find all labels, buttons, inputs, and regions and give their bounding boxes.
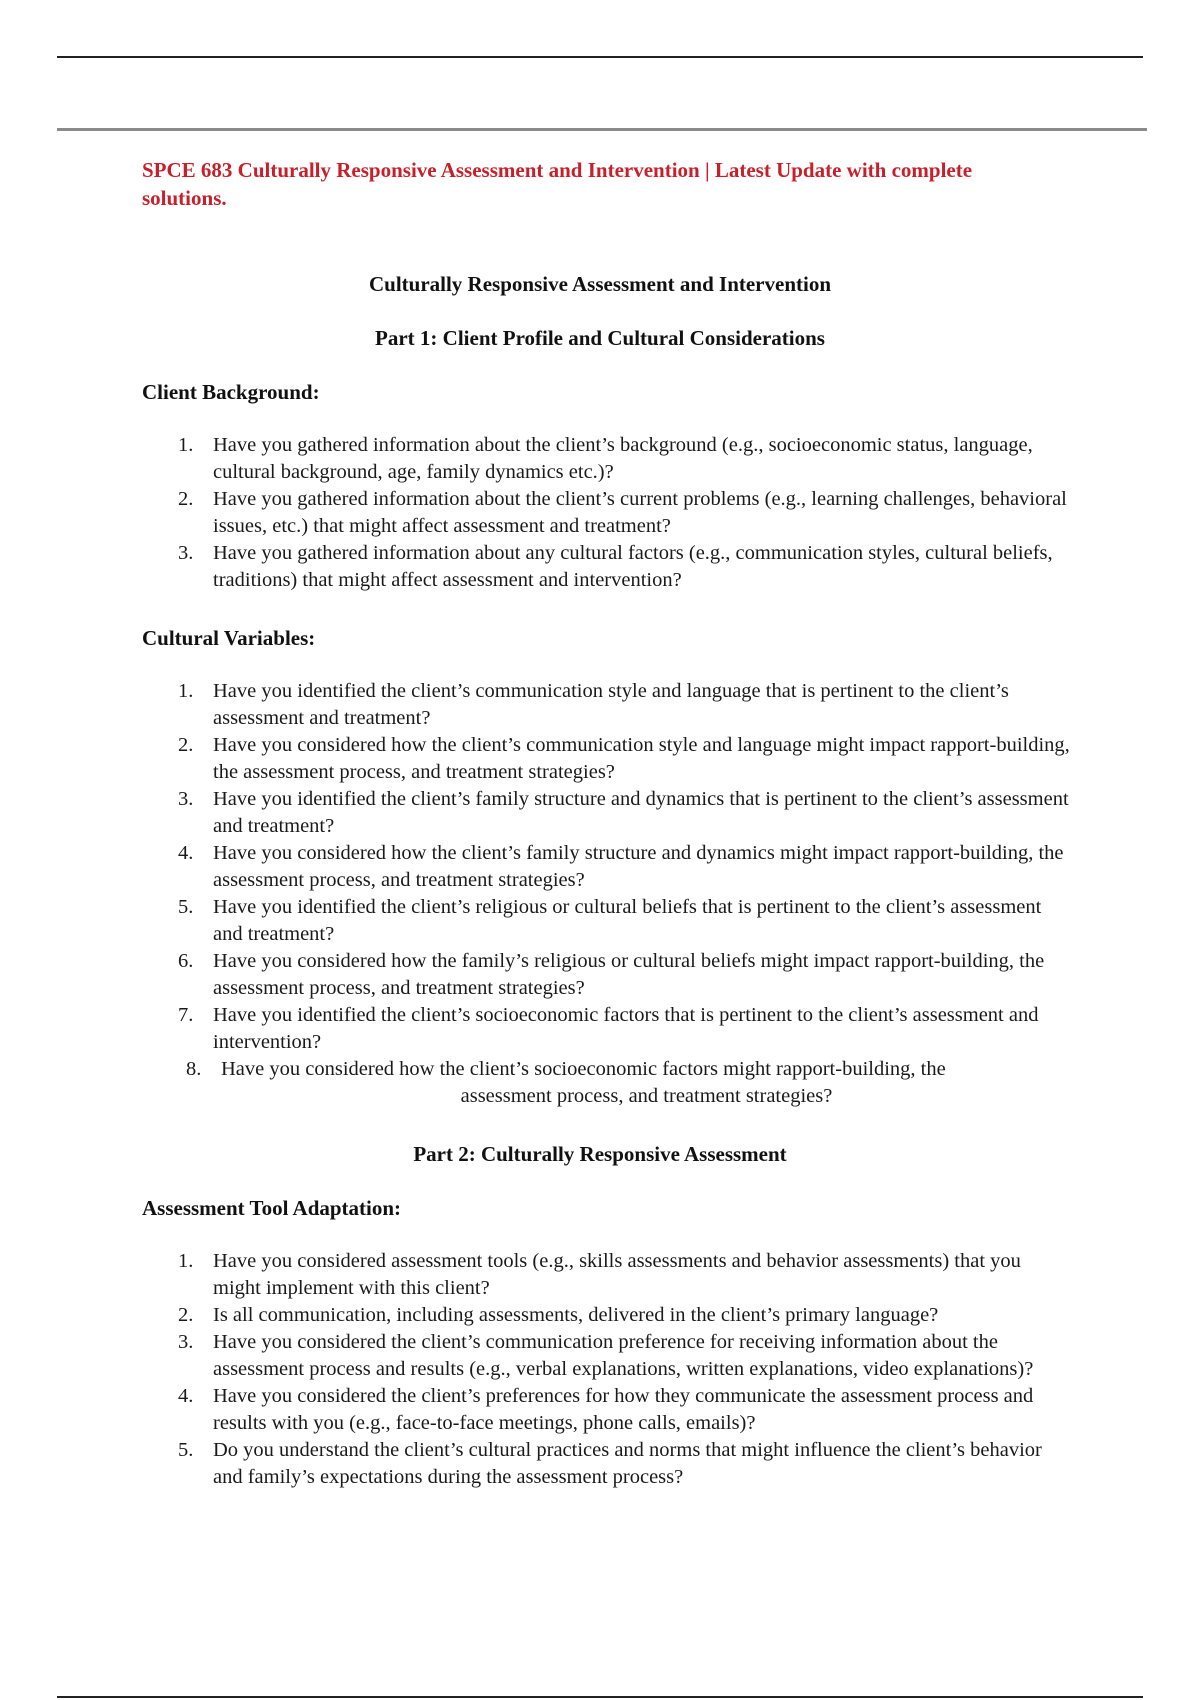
list-item	[142, 486, 1072, 540]
list-item	[142, 732, 1072, 786]
list-item	[142, 1302, 1072, 1329]
list-item	[142, 948, 1072, 1002]
top-rule	[57, 56, 1143, 58]
item-text: Have you considered assessment tools (e.g., skills assessments and behavior assessments) that you might implement with this client?	[213, 1250, 1021, 1299]
bottom-rule	[57, 1696, 1143, 1698]
item-number: 1.	[178, 680, 194, 702]
item-number: 2.	[178, 1304, 194, 1326]
item-text: Have you considered the client’s preferences for how they communicate the assessment process and results with you (e.g., face-to-face meetings, phone calls, emails)?	[213, 1385, 1034, 1434]
item-text: Have you identified the client’s socioeconomic factors that is pertinent to the client’s assessment and intervention?	[213, 1004, 1039, 1053]
item-text: Have you considered how the client’s family structure and dynamics might impact rapport-building, the assessment process, and treatment strategies?	[213, 842, 1064, 891]
item-number: 8.	[186, 1058, 202, 1080]
item-text: Have you identified the client’s family structure and dynamics that is pertinent to the client’s assessment and treatment?	[213, 788, 1069, 837]
item-number: 3.	[178, 542, 194, 564]
item-number: 2.	[178, 734, 194, 756]
item-text: Have you considered how the family’s religious or cultural beliefs might impact rapport-building, the assessment process, and treatment strategies?	[213, 950, 1045, 999]
item-number: 3.	[178, 1331, 194, 1353]
cultural-variables-heading: Cultural Variables:	[142, 626, 316, 650]
item-number: 3.	[178, 788, 194, 810]
assessment-tool-adaptation-heading: Assessment Tool Adaptation:	[142, 1196, 402, 1220]
list-item	[142, 1002, 1072, 1056]
main-heading: Culturally Responsive Assessment and Intervention	[368, 272, 832, 296]
list-item	[142, 1437, 1072, 1491]
assessment-tool-adaptation-list	[142, 1248, 1072, 1491]
item-text-continuation: assessment process, and treatment strategies?	[460, 1085, 833, 1107]
list-item	[142, 540, 1072, 594]
list-item	[142, 786, 1072, 840]
item-number: 2.	[178, 488, 194, 510]
item-number: 5.	[178, 896, 194, 918]
header-divider	[57, 128, 1147, 131]
list-item	[142, 1056, 1072, 1110]
item-number: 1.	[178, 434, 194, 456]
list-item	[142, 894, 1072, 948]
item-text: Have you gathered information about the client’s background (e.g., socioeconomic status, language, cultural background, age, family dynamics etc.)?	[213, 434, 1033, 483]
list-item	[142, 1329, 1072, 1383]
item-text: Have you identified the client’s communication style and language that is pertinent to the client’s assessment and treatment?	[213, 680, 1009, 729]
list-item	[142, 1248, 1072, 1302]
item-number: 5.	[178, 1439, 194, 1461]
item-text: Is all communication, including assessments, delivered in the client’s primary language?	[213, 1304, 939, 1326]
item-text: Do you understand the client’s cultural practices and norms that might influence the client’s behavior and family’s expectations during the assessment process?	[213, 1439, 1042, 1488]
item-text: Have you considered the client’s communication preference for receiving information about the assessment process and results (e.g., verbal explanations, written explanations, video explanations)?	[213, 1331, 1034, 1380]
item-text: Have you gathered information about the client’s current problems (e.g., learning challenges, behavioral issues, etc.) that might affect assessment and treatment?	[213, 488, 1067, 537]
list-item	[142, 1383, 1072, 1437]
client-background-list	[142, 432, 1072, 594]
part1-heading: Part 1: Client Profile and Cultural Considerations	[375, 326, 825, 350]
item-number: 1.	[178, 1250, 194, 1272]
item-text: Have you gathered information about any cultural factors (e.g., communication styles, cultural beliefs, traditions) that might affect assessment and intervention?	[213, 542, 1053, 591]
item-text: Have you identified the client’s religious or cultural beliefs that is pertinent to the client’s assessment and treatment?	[213, 896, 1042, 945]
item-number: 7.	[178, 1004, 194, 1026]
item-text: Have you considered how the client’s communication style and language might impact rapport-building, the assessment process, and treatment strategies?	[213, 734, 1070, 783]
document-title: SPCE 683 Culturally Responsive Assessment and Intervention | Latest Update with complete solutions.	[142, 158, 973, 210]
client-background-heading: Client Background:	[142, 380, 320, 404]
list-item	[142, 678, 1072, 732]
item-text: Have you considered how the client’s socioeconomic factors might rapport-building, the	[221, 1058, 946, 1080]
item-number: 6.	[178, 950, 194, 972]
item-number: 4.	[178, 1385, 194, 1407]
cultural-variables-list	[142, 678, 1072, 1110]
item-number: 4.	[178, 842, 194, 864]
list-item	[142, 432, 1072, 486]
list-item	[142, 840, 1072, 894]
part2-heading: Part 2: Culturally Responsive Assessment	[413, 1142, 787, 1166]
